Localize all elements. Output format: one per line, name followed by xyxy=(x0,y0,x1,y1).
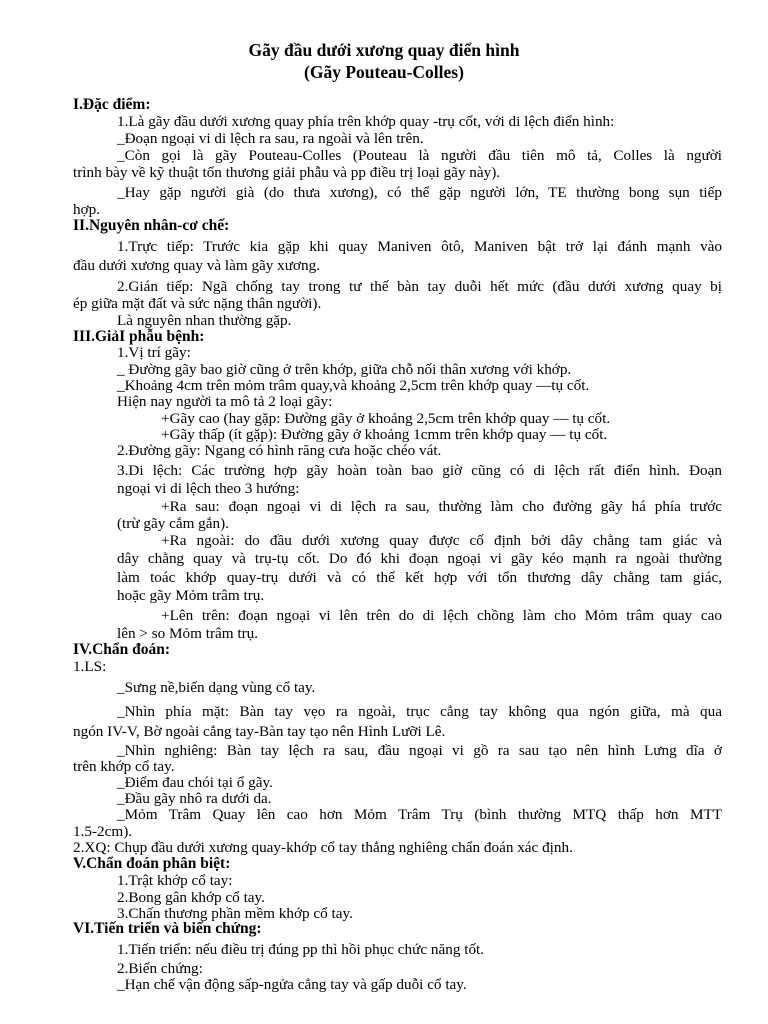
document-subtitle: (Gãy Pouteau-Colles) xyxy=(304,62,464,82)
text-line: _Khoảng 4cm trên mỏm trâm quay,và khoảng 2,5cm trên khớp quay —tụ cốt. xyxy=(117,377,590,394)
text-line: _Sưng nề,biến dạng vùng cổ tay. xyxy=(117,679,316,696)
text-line: _Điểm đau chói tại ổ gãy. xyxy=(117,774,273,791)
section-heading: II.Nguyên nhân-cơ chế: xyxy=(73,217,230,234)
text-line: 2.XQ: Chụp đầu dưới xương quay-khớp cổ tay thẳng nghiêng chẩn đoán xác định. xyxy=(73,839,573,856)
text-line: +Lên trên: đoạn ngoại vi lên trên do di lệch chồng làm cho Mỏm trâm quay cao xyxy=(161,607,722,624)
section-heading: VI.Tiến triển và biến chứng: xyxy=(73,920,262,937)
text-line: +Ra sau: đoạn ngoại vi di lệch ra sau, thường làm cho đường gãy há phía trước xyxy=(161,498,722,515)
text-line: _Hạn chế vận động sấp-ngửa cẳng tay và gấp duỗi cổ tay. xyxy=(117,976,467,993)
text-line: trình bày về kỹ thuật tổn thương giải phẫu và pp điều trị loại gãy này). xyxy=(73,164,501,181)
text-line: 3.Di lệch: Các trường hợp gãy hoàn toàn bao giờ cũng có di lệch rất điển hình. Đoạn xyxy=(117,462,722,479)
text-line: 1.5-2cm). xyxy=(73,823,133,840)
text-line: 3.Chấn thương phần mềm khớp cổ tay. xyxy=(117,905,353,922)
text-line: 1.Trực tiếp: Trước kia gặp khi quay Maniven ôtô, Maniven bật trở lại đánh mạnh vào xyxy=(117,238,722,255)
section-heading: III.GiảI phẫu bệnh: xyxy=(73,328,205,345)
text-line: 2.Bong gân khớp cổ tay. xyxy=(117,889,265,906)
text-line: hoặc gãy Mỏm trâm trụ. xyxy=(117,587,265,604)
text-line: Hiện nay người ta mô tả 2 loại gãy: xyxy=(117,393,333,410)
text-line: _ Đường gãy bao giờ cũng ở trên khớp, giữa chỗ nối thân xương với khớp. xyxy=(117,361,572,378)
section-heading: I.Đặc điểm: xyxy=(73,96,151,113)
text-line: +Gãy thấp (ít gặp): Đường gãy ở khoảng 1cmm trên khớp quay — tụ cốt. xyxy=(161,426,608,443)
text-line: hợp. xyxy=(73,201,101,218)
text-line: 1.LS: xyxy=(73,658,107,675)
section-heading: V.Chẩn đoán phân biệt: xyxy=(73,855,231,872)
text-line: đầu dưới xương quay và làm gãy xương. xyxy=(73,257,321,274)
text-line: Là nguyên nhan thường gặp. xyxy=(117,312,292,329)
text-line: ngoại vi di lệch theo 3 hướng: xyxy=(117,480,300,497)
text-line: dây chằng quay và trụ-tụ cốt. Do đó khi đoạn ngoại vi gãy kéo mạnh ra ngoài thường xyxy=(117,550,722,567)
text-line: 2.Đường gãy: Ngang có hình răng cưa hoặc chéo vát. xyxy=(117,442,442,459)
text-line: _Đoạn ngoại vi di lệch ra sau, ra ngoài và lên trên. xyxy=(117,130,424,147)
text-line: _Còn gọi là gãy Pouteau-Colles (Pouteau là người đầu tiên mô tả, Colles là người xyxy=(117,147,722,164)
text-line: 1.Vị trí gãy: xyxy=(117,344,191,361)
text-line: (trừ gãy cắm gắn). xyxy=(117,515,229,532)
text-line: làm toác khớp quay-trụ dưới và có thể kết hợp với tổn thương dây chằng tam giác, xyxy=(117,569,722,586)
document-title: Gãy đầu dưới xương quay điển hình xyxy=(248,40,520,60)
text-line: _Nhìn nghiêng: Bàn tay lệch ra sau, đầu ngoại vi gồ ra sau tạo nên hình Lưng dĩa ở xyxy=(117,742,722,759)
text-line: 2.Gián tiếp: Ngã chống tay trong tư thế bàn tay duỗi hết mức (đầu dưới xương quay bị xyxy=(117,278,722,295)
text-line: _Mỏm Trâm Quay lên cao hơn Mỏm Trâm Trụ (bình thường MTQ thấp hơn MTT xyxy=(117,806,722,823)
text-line: +Gãy cao (hay gặp: Đường gãy ở khoảng 2,5cm trên khớp quay — tụ cốt. xyxy=(161,410,611,427)
text-line: 1.Trật khớp cổ tay: xyxy=(117,872,233,889)
text-line: 2.Biến chứng: xyxy=(117,960,203,977)
text-line: ngón IV-V, Bờ ngoài cẳng tay-Bàn tay tạo nên Hình Lưỡi Lê. xyxy=(73,723,446,740)
text-line: +Ra ngoài: do đầu dưới xương quay được cố định bởi dây chằng tam giác và xyxy=(161,532,722,549)
text-line: ép giữa mặt đất và sức nặng thân người). xyxy=(73,295,322,312)
text-line: _Nhìn phía mặt: Bàn tay vẹo ra ngoài, trục cẳng tay không qua ngón giữa, mà qua xyxy=(117,703,722,720)
text-line: trên khớp cổ tay. xyxy=(73,758,175,775)
text-line: 1.Tiến triển: nếu điều trị đúng pp thì hồi phục chức năng tốt. xyxy=(117,941,485,958)
section-heading: IV.Chẩn đoán: xyxy=(73,641,171,658)
text-line: _Đầu gãy nhô ra dưới da. xyxy=(117,790,272,807)
text-line: _Hay gặp người già (do thưa xương), có thể gặp người lớn, TE thường bong sụn tiếp xyxy=(117,184,722,201)
text-line: lên > so Mỏm trâm trụ. xyxy=(117,625,259,642)
text-line: 1.Là gãy đầu dưới xương quay phía trên khớp quay -trụ cốt, với di lệch điển hình: xyxy=(117,113,615,130)
